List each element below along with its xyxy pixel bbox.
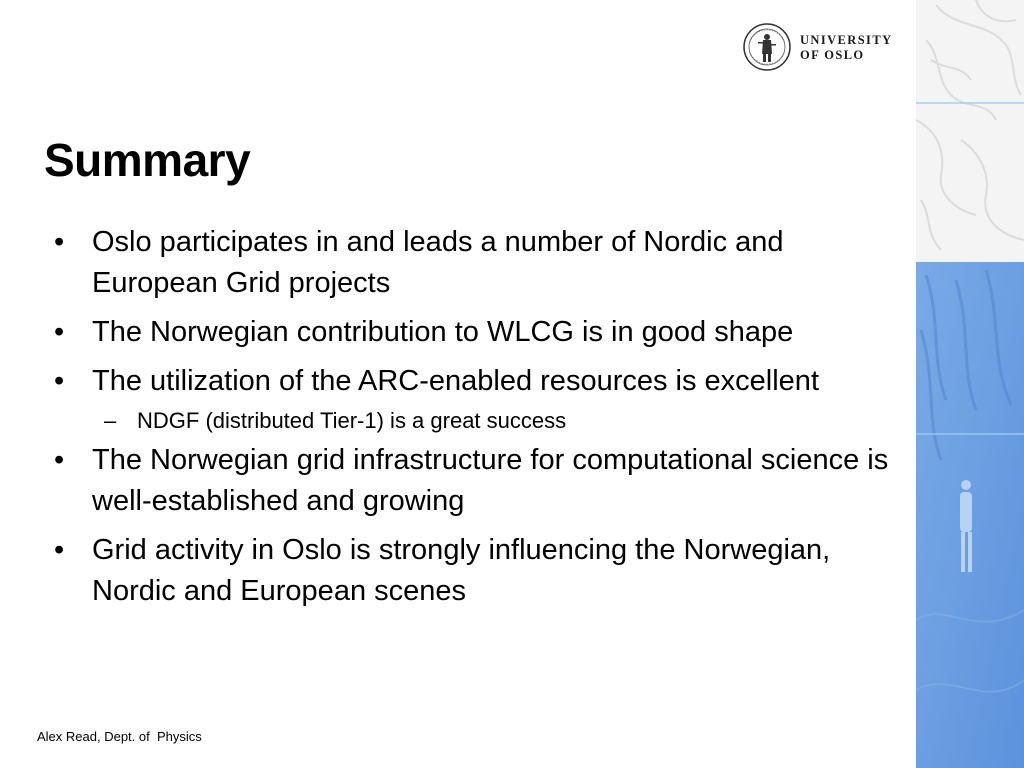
bullet-marker: •: [54, 316, 65, 348]
bullet-list: [54, 222, 899, 620]
decorative-side-panel: [916, 0, 1024, 768]
bullet-item: [54, 530, 899, 612]
footer-author: Alex Read, Dept. of Physics: [37, 729, 202, 744]
bullet-text: The Norwegian contribution to WLCG is in good shape: [92, 316, 794, 348]
sub-bullet-item: [92, 406, 899, 436]
bullet-item: [54, 312, 899, 353]
bullet-item: [54, 440, 899, 522]
university-seal-icon: [742, 22, 792, 72]
logo-wordmark: [800, 33, 893, 63]
sub-bullet-list: [92, 406, 899, 436]
bullet-marker: •: [54, 444, 65, 476]
logo-line-1: UNIVERSITY: [800, 33, 893, 47]
bullet-text: Oslo participates in and leads a number of Nordic and European Grid projects: [92, 226, 784, 299]
bullet-text: The Norwegian grid infrastructure for computational science is well-established and growing: [92, 444, 889, 517]
statue-pattern-graphic: [916, 0, 1024, 768]
bullet-text: The utilization of the ARC-enabled resources is excellent: [92, 365, 819, 397]
bullet-marker: •: [54, 534, 65, 566]
bullet-text: Grid activity in Oslo is strongly influencing the Norwegian, Nordic and European scenes: [92, 534, 831, 607]
bullet-marker: •: [54, 226, 65, 258]
logo-line-2: OF OSLO: [800, 48, 865, 62]
university-logo: [742, 22, 902, 72]
sub-bullet-marker: –: [104, 408, 117, 433]
bullet-marker: •: [54, 365, 65, 397]
slide-title: Summary: [44, 134, 251, 186]
bullet-item: [54, 361, 899, 436]
sub-bullet-text: NDGF (distributed Tier-1) is a great success: [137, 408, 567, 433]
bullet-item: [54, 222, 899, 304]
